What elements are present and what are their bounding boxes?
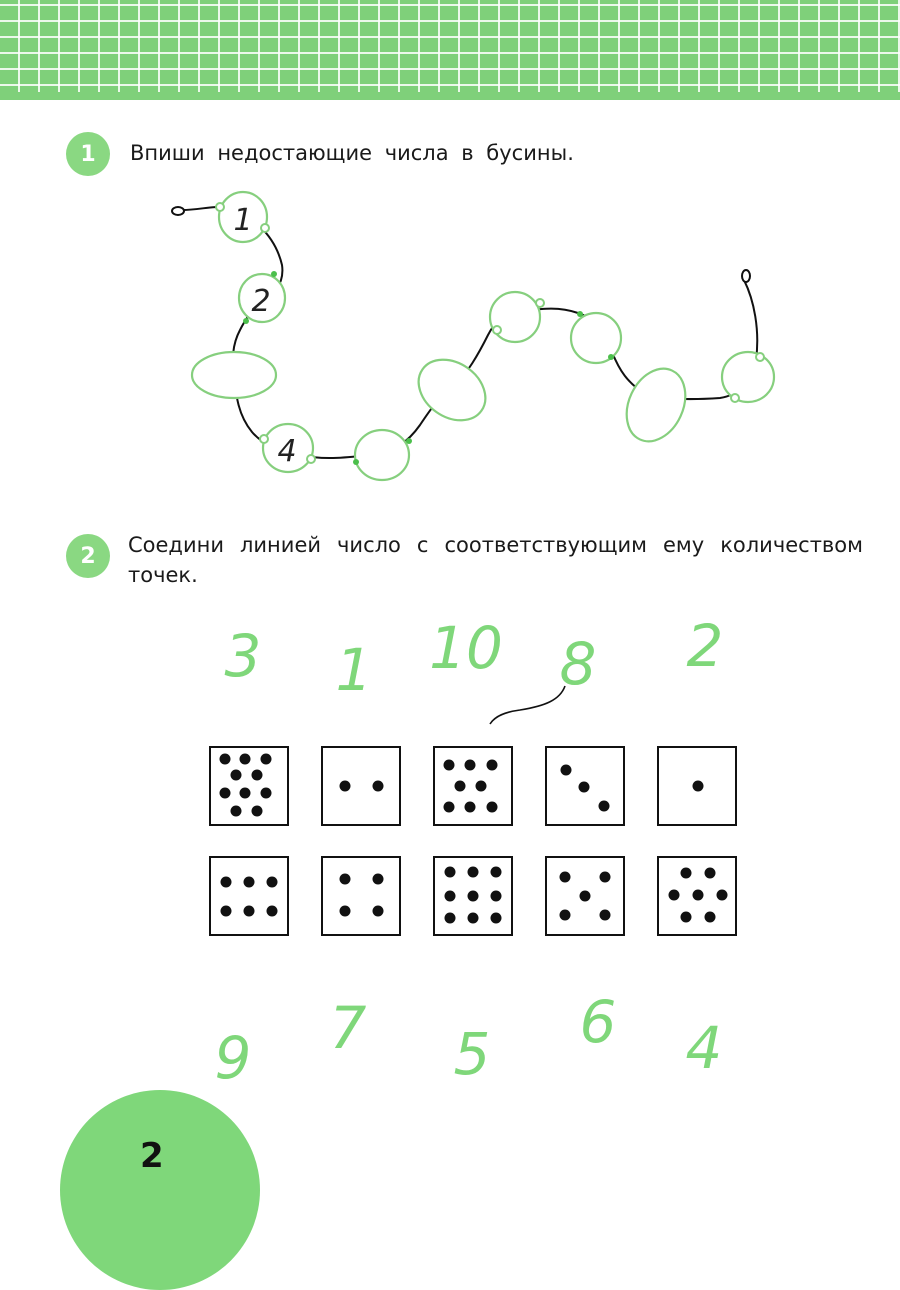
top-number-8[interactable]: 8 bbox=[559, 630, 597, 698]
task-2-number-badge: 2 bbox=[66, 534, 110, 578]
example-connecting-line bbox=[490, 686, 565, 724]
bottom-number-5[interactable]: 5 bbox=[453, 1020, 491, 1088]
bottom-number-4[interactable]: 4 bbox=[685, 1014, 723, 1082]
task-1-instruction: Впиши недостающие числа в бусины. bbox=[130, 141, 574, 165]
bottom-number-6[interactable]: 6 bbox=[579, 988, 617, 1056]
task-1-number-badge: 1 bbox=[66, 132, 110, 176]
top-number-1[interactable]: 1 bbox=[335, 636, 373, 704]
dots-box-r2-c1[interactable] bbox=[210, 857, 288, 935]
task-2-instruction-line-2: точек. bbox=[128, 563, 198, 587]
bottom-number-9[interactable]: 9 bbox=[214, 1024, 252, 1092]
dots-box-r1-c2[interactable] bbox=[322, 747, 400, 825]
bead-1-number: 1 bbox=[233, 203, 253, 238]
top-number-2[interactable]: 2 bbox=[686, 612, 724, 680]
dots-box-r2-c2[interactable] bbox=[322, 857, 400, 935]
top-number-3[interactable]: 3 bbox=[224, 622, 262, 690]
page-number-badge bbox=[60, 1090, 260, 1290]
page-number: 2 bbox=[140, 1136, 164, 1176]
task-2-instruction-line-1: Соедини линией число с соответствующим ему количеством bbox=[128, 533, 863, 557]
bead-2-number: 2 bbox=[251, 284, 271, 319]
top-number-10[interactable]: 10 bbox=[429, 614, 503, 682]
bead-4-number: 4 bbox=[277, 434, 297, 469]
bottom-number-7[interactable]: 7 bbox=[329, 994, 367, 1062]
dots-box-r1-c3[interactable] bbox=[434, 747, 512, 825]
